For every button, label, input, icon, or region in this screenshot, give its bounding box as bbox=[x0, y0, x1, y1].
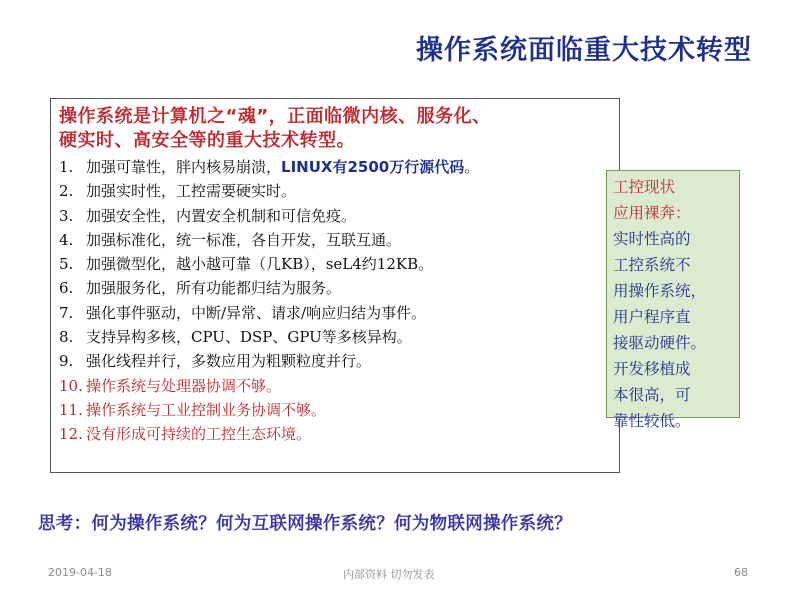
list-item bbox=[59, 228, 611, 252]
list-item-text: 加强微型化，越小越可靠（几KB），seL4约12KB。 bbox=[86, 255, 434, 274]
list-item-number: 8. bbox=[59, 328, 74, 347]
side-note-line: 靠性较低。 bbox=[613, 412, 691, 430]
list-item-highlight: LINUX有2500万行源代码 bbox=[281, 158, 465, 176]
list-item-number: 7. bbox=[59, 303, 74, 322]
list-item-problem bbox=[59, 398, 611, 422]
list-item-text: 加强服务化，所有功能都归结为服务。 bbox=[86, 279, 342, 298]
list-item-text: 支持异构多核，CPU、DSP、GPU等多核异构。 bbox=[86, 328, 412, 347]
list-item-number: 2. bbox=[59, 182, 74, 201]
intro-line-1: 操作系统是计算机之“魂”，正面临微内核、服务化、 bbox=[59, 106, 491, 127]
list-item bbox=[59, 276, 611, 300]
list-item-text: 加强标准化，统一标准，各自开发，互联互通。 bbox=[86, 230, 402, 249]
list-item bbox=[59, 155, 611, 179]
side-note-line: 本很高，可 bbox=[613, 386, 691, 404]
list-item-text: 加强安全性，内置安全机制和可信免疫。 bbox=[86, 206, 357, 225]
list-item-suffix: 。 bbox=[464, 158, 480, 176]
intro-line-2: 硬实时、高安全等的重大技术转型。 bbox=[59, 130, 355, 151]
list-item-problem bbox=[59, 422, 611, 446]
side-note-line: 开发移植成 bbox=[613, 360, 691, 378]
list-item bbox=[59, 325, 611, 349]
list-item-number: 9. bbox=[59, 352, 74, 371]
side-note-line: 工控系统不 bbox=[613, 256, 691, 274]
transformation-list bbox=[59, 155, 611, 447]
list-item bbox=[59, 349, 611, 373]
list-item-problem bbox=[59, 374, 611, 398]
intro-text bbox=[59, 105, 611, 153]
list-item-text: 加强可靠性，胖内核易崩溃， bbox=[86, 158, 282, 176]
list-item-number: 5. bbox=[59, 255, 74, 274]
list-item-number: 12. bbox=[59, 425, 83, 444]
footer-date: 2019-04-18 bbox=[48, 566, 112, 579]
list-item-number: 1. bbox=[59, 158, 74, 176]
list-item-number: 3. bbox=[59, 206, 74, 225]
side-note-heading: 工控现状 bbox=[613, 178, 676, 196]
page-number: 68 bbox=[734, 566, 748, 579]
slide-title: 操作系统面临重大技术转型 bbox=[416, 35, 752, 66]
side-note-line: 用户程序直 bbox=[613, 308, 691, 326]
side-note-heading: 应用裸奔： bbox=[613, 204, 691, 222]
list-item-number: 10. bbox=[59, 376, 83, 395]
list-item-number: 6. bbox=[59, 279, 74, 298]
list-item-number: 4. bbox=[59, 230, 74, 249]
list-item-text: 没有形成可持续的工控生态环境。 bbox=[86, 425, 312, 444]
list-item-number: 11. bbox=[59, 400, 83, 419]
list-item bbox=[59, 252, 611, 276]
side-note-line: 实时性高的 bbox=[613, 230, 691, 248]
list-item-text: 强化线程并行，多数应用为粗颗粒度并行。 bbox=[86, 352, 372, 371]
list-item bbox=[59, 204, 611, 228]
side-note-line: 接驱动硬件。 bbox=[613, 334, 707, 352]
side-note-line: 用操作系统， bbox=[613, 282, 707, 300]
list-item-text: 操作系统与处理器协调不够。 bbox=[86, 376, 282, 395]
list-item-text: 强化事件驱动，中断/异常、请求/响应归结为事件。 bbox=[86, 303, 427, 322]
side-note-box bbox=[606, 170, 740, 430]
list-item-text: 加强实时性，工控需要硬实时。 bbox=[86, 182, 297, 201]
list-item-text: 操作系统与工业控制业务协调不够。 bbox=[86, 400, 327, 419]
content-box bbox=[50, 98, 620, 473]
list-item bbox=[59, 179, 611, 203]
thinking-question: 思考：何为操作系统？何为互联网操作系统？何为物联网操作系统？ bbox=[38, 514, 572, 534]
footer-confidential-note: 内部资料 切勿发表 bbox=[343, 568, 435, 581]
list-item bbox=[59, 301, 611, 325]
